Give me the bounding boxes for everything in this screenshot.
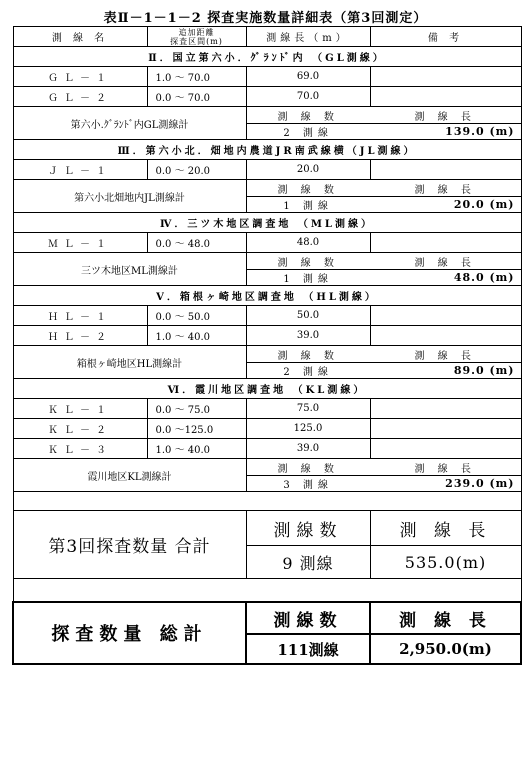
subtotal-label: 箱根ヶ崎地区HL測線計 bbox=[13, 346, 246, 379]
count-label: 測 線 数 bbox=[247, 254, 370, 270]
line-length: 69.0 bbox=[246, 67, 370, 87]
header-length: 測線長（m） bbox=[246, 27, 370, 47]
section-title: Ⅴ．箱根ヶ崎地区調査地 （HL測線） bbox=[13, 286, 521, 306]
subtotal-values-row bbox=[247, 269, 521, 285]
section-title: Ⅱ．国立第六小．ｸﾞﾗﾝﾄﾞ内 （GL測線） bbox=[13, 47, 521, 67]
section-title: Ⅳ．三ツ木地区調査地 （ML測線） bbox=[13, 213, 521, 233]
round-count-label: 測線数 bbox=[246, 511, 370, 546]
total-length: 139.0 (m) bbox=[445, 124, 515, 138]
table-row bbox=[13, 87, 521, 107]
subtotal-stack bbox=[247, 347, 521, 378]
note-cell bbox=[370, 67, 521, 87]
round-length-label: 測 線 長 bbox=[370, 511, 521, 546]
survey-range: 1.0 ～ 40.0 bbox=[147, 326, 246, 346]
line-length: 50.0 bbox=[246, 306, 370, 326]
spacer-row bbox=[13, 492, 521, 511]
round-total-length: 535.0(m) bbox=[370, 546, 521, 579]
subtotal-row bbox=[13, 459, 521, 492]
grand-total-label: 探査数量 総計 bbox=[13, 602, 246, 664]
line-count: 2 測線 bbox=[283, 366, 333, 378]
section-header-row bbox=[13, 379, 521, 399]
line-code: ＫＬ－１ bbox=[13, 399, 147, 419]
note-cell bbox=[370, 399, 521, 419]
section-title: Ⅵ．霞川地区調査地 （KL測線） bbox=[13, 379, 521, 399]
survey-range: 1.0 ～ 70.0 bbox=[147, 67, 246, 87]
note-cell bbox=[370, 233, 521, 253]
line-count: 3 測線 bbox=[283, 479, 333, 491]
note-cell bbox=[370, 326, 521, 346]
table-body bbox=[13, 27, 521, 665]
section-header-row bbox=[13, 286, 521, 306]
section-header-row bbox=[13, 140, 521, 160]
subtotal-values-row bbox=[247, 362, 521, 378]
subtotal-stack bbox=[247, 181, 521, 212]
note-cell bbox=[370, 160, 521, 180]
subtotal-label: 霞川地区KL測線計 bbox=[13, 459, 246, 492]
count-label: 測 線 数 bbox=[247, 181, 370, 197]
subtotal-values bbox=[246, 346, 521, 379]
note-cell bbox=[370, 419, 521, 439]
line-count: 1 測線 bbox=[283, 273, 333, 285]
subtotal-stack bbox=[247, 460, 521, 491]
spacer-cell bbox=[13, 492, 521, 511]
line-length: 20.0 bbox=[246, 160, 370, 180]
survey-range: 0.0 ～ 20.0 bbox=[147, 160, 246, 180]
subtotal-labels-row bbox=[247, 254, 521, 270]
line-length: 39.0 bbox=[246, 326, 370, 346]
section-header-row bbox=[13, 47, 521, 67]
length-label: 測 線 長 bbox=[370, 254, 521, 270]
note-cell bbox=[370, 439, 521, 459]
table-row bbox=[13, 326, 521, 346]
line-length: 39.0 bbox=[246, 439, 370, 459]
line-length: 75.0 bbox=[246, 399, 370, 419]
survey-range: 0.0 ～ 75.0 bbox=[147, 399, 246, 419]
length-label: 測 線 長 bbox=[370, 347, 521, 363]
section-header-row bbox=[13, 213, 521, 233]
subtotal-stack bbox=[247, 108, 521, 139]
note-cell bbox=[370, 306, 521, 326]
table-row bbox=[13, 67, 521, 87]
survey-range: 0.0 ～ 50.0 bbox=[147, 306, 246, 326]
line-code: ＧＬ－１ bbox=[13, 67, 147, 87]
spacer-row bbox=[13, 579, 521, 603]
section-title: Ⅲ．第六小北．畑地内農道JR南武線横（JL測線） bbox=[13, 140, 521, 160]
subtotal-labels-row bbox=[247, 108, 521, 124]
count-label: 測 線 数 bbox=[247, 108, 370, 124]
subtotal-values bbox=[246, 253, 521, 286]
survey-range: 0.0 ～125.0 bbox=[147, 419, 246, 439]
total-length: 20.0 (m) bbox=[453, 197, 515, 211]
subtotal-values-row bbox=[247, 123, 521, 139]
line-code: ＫＬ－２ bbox=[13, 419, 147, 439]
line-code: ＪＬ－１ bbox=[13, 160, 147, 180]
table-row bbox=[13, 439, 521, 459]
total-length: 48.0 (m) bbox=[453, 270, 515, 284]
subtotal-labels-row bbox=[247, 460, 521, 476]
line-code: ＫＬ－３ bbox=[13, 439, 147, 459]
survey-range: 0.0 ～ 48.0 bbox=[147, 233, 246, 253]
total-length: 89.0 (m) bbox=[453, 363, 515, 377]
table-row bbox=[13, 399, 521, 419]
grand-count-label: 測線数 bbox=[246, 602, 370, 634]
subtotal-stack bbox=[247, 254, 521, 285]
survey-range: 1.0 ～ 40.0 bbox=[147, 439, 246, 459]
grand-total-row-1 bbox=[13, 602, 521, 634]
line-code: ＭＬ－１ bbox=[13, 233, 147, 253]
count-label: 測 線 数 bbox=[247, 460, 370, 476]
line-count: 2 測線 bbox=[283, 127, 333, 139]
subtotal-values-row bbox=[247, 196, 521, 212]
subtotal-labels-row bbox=[247, 347, 521, 363]
round-total-label: 第3回探査数量 合計 bbox=[13, 511, 246, 579]
grand-total-length: 2,950.0(m) bbox=[370, 634, 521, 664]
total-length: 239.0 (m) bbox=[445, 476, 515, 490]
subtotal-row bbox=[13, 107, 521, 140]
line-length: 48.0 bbox=[246, 233, 370, 253]
subtotal-label: 第六小.ｸﾞﾗﾝﾄﾞ内GL測線計 bbox=[13, 107, 246, 140]
line-code: ＨＬ－１ bbox=[13, 306, 147, 326]
note-cell bbox=[370, 87, 521, 107]
header-range: 追加距離 探査区間(m) bbox=[147, 27, 246, 47]
line-count: 1 測線 bbox=[283, 200, 333, 212]
header-line: 測 線 名 bbox=[13, 27, 147, 47]
subtotal-values bbox=[246, 107, 521, 140]
header-row bbox=[13, 27, 521, 47]
header-note: 備 考 bbox=[370, 27, 521, 47]
grand-count: 111測線 bbox=[246, 634, 370, 664]
subtotal-label: 第六小北畑地内JL測線計 bbox=[13, 180, 246, 213]
survey-range: 0.0 ～ 70.0 bbox=[147, 87, 246, 107]
spacer-cell bbox=[13, 579, 521, 603]
subtotal-values bbox=[246, 459, 521, 492]
line-code: ＧＬ－２ bbox=[13, 87, 147, 107]
line-length: 70.0 bbox=[246, 87, 370, 107]
length-label: 測 線 長 bbox=[370, 460, 521, 476]
length-label: 測 線 長 bbox=[370, 108, 521, 124]
round-total-row-1 bbox=[13, 511, 521, 546]
table-row bbox=[13, 233, 521, 253]
line-code: ＨＬ－２ bbox=[13, 326, 147, 346]
round-count: 9 測線 bbox=[246, 546, 370, 579]
subtotal-label: 三ツ木地区ML測線計 bbox=[13, 253, 246, 286]
subtotal-row bbox=[13, 180, 521, 213]
subtotal-values bbox=[246, 180, 521, 213]
line-length: 125.0 bbox=[246, 419, 370, 439]
subtotal-row bbox=[13, 253, 521, 286]
quantity-table bbox=[12, 26, 522, 665]
subtotal-row bbox=[13, 346, 521, 379]
table-title: 表Ⅱ－1－1－2 探査実施数量詳細表（第3回測定） bbox=[103, 11, 428, 26]
subtotal-labels-row bbox=[247, 181, 521, 197]
subtotal-values-row bbox=[247, 475, 521, 491]
length-label: 測 線 長 bbox=[370, 181, 521, 197]
table-row bbox=[13, 419, 521, 439]
table-row bbox=[13, 160, 521, 180]
table-row bbox=[13, 306, 521, 326]
grand-length-label: 測 線 長 bbox=[370, 602, 521, 634]
count-label: 測 線 数 bbox=[247, 347, 370, 363]
